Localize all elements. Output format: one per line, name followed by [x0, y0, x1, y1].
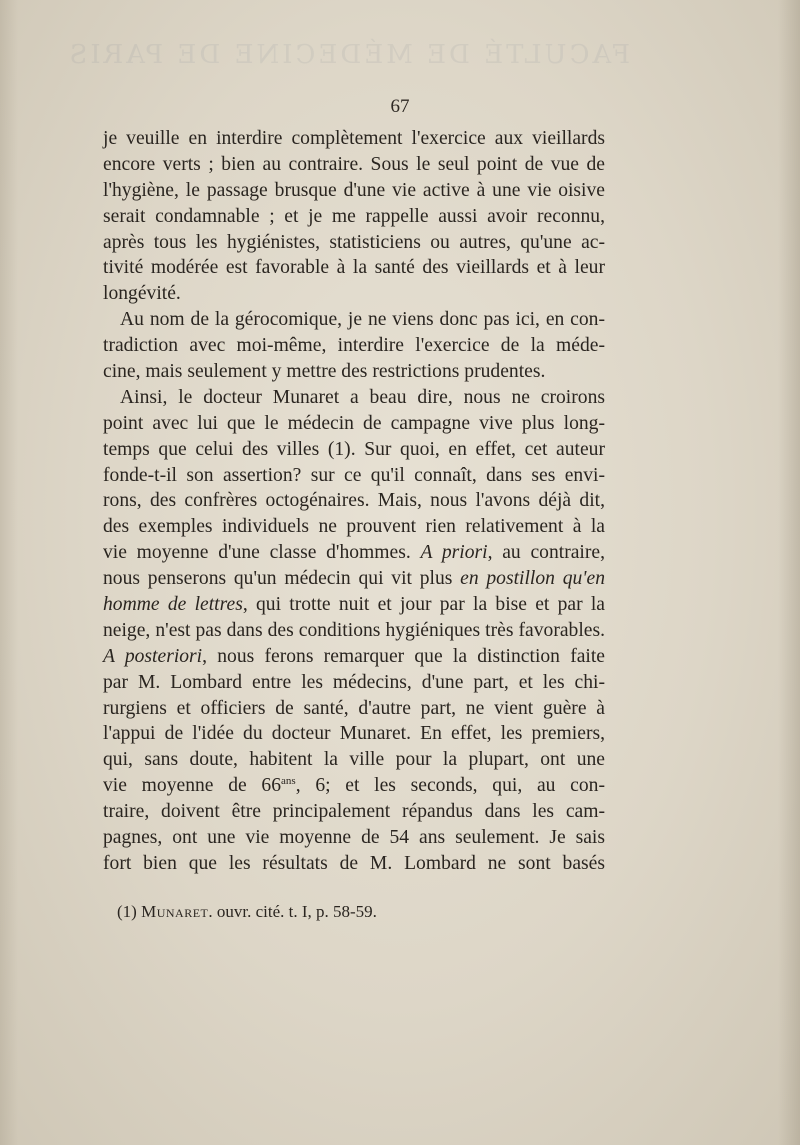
text-line: encore verts ; bien au contraire. Sous le seul point de vue de: [103, 153, 605, 175]
italic-phrase: A posteriori: [103, 645, 203, 667]
text-line: fort bien que les résultats de M. Lombard ne sont basés: [103, 852, 605, 874]
text-line: l'hygiène, le passage brusque d'une vie active à une vie oisive: [103, 179, 605, 201]
text-line: traire, doivent être principalement répandus dans les cam-: [103, 801, 605, 823]
text-line: rons, des confrères octogénaires. Mais, nous l'avons déjà dit,: [103, 490, 605, 512]
text-line: par M. Lombard entre les médecins, d'une part, et les chi-: [103, 671, 605, 693]
footnote-author: Munaret: [141, 902, 209, 921]
text-line: [103, 773, 605, 799]
text-line: l'appui de l'idée du docteur Munaret. En effet, les premiers,: [103, 723, 605, 745]
text-line: fonde-t-il son assertion? sur ce qu'il connaît, dans ses envi-: [103, 464, 605, 486]
footnote-marker: (1): [117, 902, 137, 921]
text-line: tradiction avec moi-même, interdire l'exercice de la méde-: [103, 335, 605, 357]
page-edge-shadow-left: [0, 0, 18, 1145]
text-line: [103, 592, 605, 618]
text-line: je veuille en interdire complètement l'exercice aux vieillards: [103, 128, 605, 149]
body-text: [103, 126, 605, 877]
italic-phrase: A priori: [420, 542, 488, 564]
text-line: [103, 644, 605, 670]
page-edge-shadow-right: [778, 0, 800, 1145]
italic-phrase: en postillon qu'en: [460, 568, 605, 590]
text-segment: , au contraire,: [487, 542, 605, 564]
text-line: cine, mais seulement y mettre des restrictions prudentes.: [103, 361, 546, 383]
text-line: pagnes, ont une vie moyenne de 54 ans seulement. Je sais: [103, 827, 605, 849]
text-line: neige, n'est pas dans des conditions hygiéniques très favorables.: [103, 619, 605, 641]
text-line: point avec lui que le médecin de campagne vive plus long-: [103, 412, 605, 434]
text-line: des exemples individuels ne prouvent rien relativement à la: [103, 516, 605, 538]
text-line: Au nom de la gérocomique, je ne viens donc pas ici, en con-: [120, 309, 605, 331]
text-line: qui, sans doute, habitent la ville pour la plupart, ont une: [103, 749, 605, 771]
text-segment: vie moyenne de 66: [103, 775, 282, 797]
text-line: après tous les hygiénistes, statisticiens ou autres, qu'une ac-: [103, 231, 605, 253]
italic-phrase: homme de lettres: [103, 594, 243, 616]
text-line: tivité modérée est favorable à la santé des vieillards et à leur: [103, 257, 605, 279]
text-segment: , 6; et les seconds, qui, au con-: [295, 775, 606, 797]
text-line: [103, 540, 605, 566]
text-line: [103, 566, 605, 592]
text-segment: , nous ferons remarquer que la distinction faite: [202, 645, 606, 667]
bleed-through-stamp: FACULTÉ DE MÉDECINE DE PARIS: [66, 40, 630, 70]
footnote: [117, 902, 377, 922]
footnote-citation: . ouvr. cité. t. I, p. 58-59.: [208, 902, 377, 921]
text-line: temps que celui des villes (1). Sur quoi, en effet, cet auteur: [103, 438, 605, 460]
text-segment: nous penserons qu'un médecin qui vit plus: [103, 568, 461, 590]
page-number: 67: [390, 96, 410, 117]
text-line: Ainsi, le docteur Munaret a beau dire, nous ne croirons: [120, 386, 605, 408]
text-segment: , qui trotte nuit et jour par la bise et par la: [242, 594, 605, 616]
text-line: serait condamnable ; et je me rappelle aussi avoir reconnu,: [103, 205, 605, 227]
text-line: longévité.: [103, 283, 181, 305]
text-segment: vie moyenne d'une classe d'hommes.: [103, 542, 421, 564]
text-line: rurgiens et officiers de santé, d'autre part, ne vient guère à: [103, 697, 605, 719]
superscript-unit: ans: [281, 775, 296, 788]
